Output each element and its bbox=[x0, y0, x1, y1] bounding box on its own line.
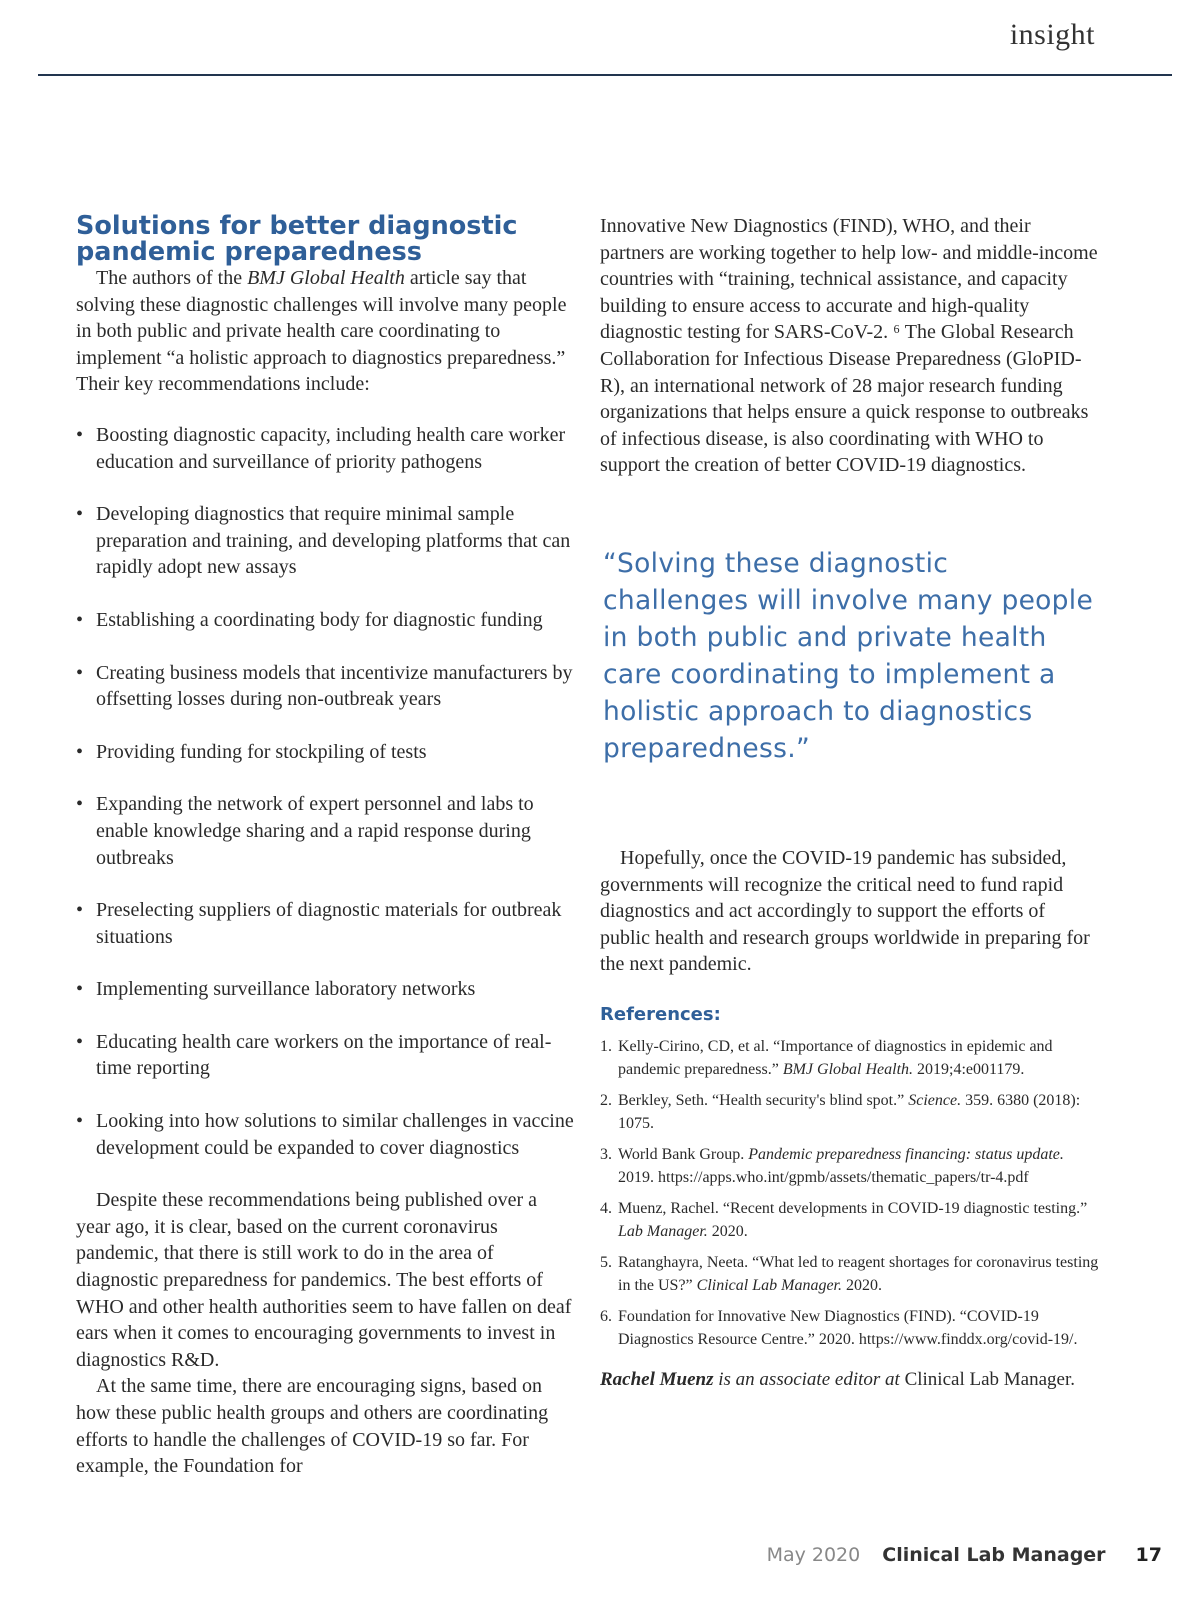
pull-quote: “Solving these diagnostic challenges will involve many people in both public and private health care coordinating to implement a holistic approach to diagnostics preparedness.” bbox=[603, 547, 1094, 764]
references-list bbox=[600, 1035, 1100, 1351]
page-footer bbox=[767, 1544, 1162, 1566]
section-heading-line-2: pandemic preparedness bbox=[76, 237, 422, 267]
section-heading-line-1: Solutions for better diagnostic bbox=[76, 211, 518, 241]
magazine-name: Clinical Lab Manager bbox=[882, 1544, 1106, 1566]
same-time-paragraph: At the same time, there are encouraging signs, based on how these public health groups and others are coordinating efforts to handle the challenges of COVID-19 so far. For example, the Foundation for bbox=[76, 1375, 549, 1478]
list-item: • Expanding the network of expert personnel and labs to enable knowledge sharing and a rapid response during outbreaks bbox=[76, 791, 576, 871]
author-name: Rachel Muenz bbox=[600, 1368, 714, 1390]
right-column bbox=[600, 213, 1100, 1412]
list-item: • Preselecting suppliers of diagnostic materials for outbreak situations bbox=[76, 897, 576, 950]
author-publication: Clinical Lab Manager. bbox=[904, 1368, 1075, 1390]
intro-text-start: The authors of the bbox=[96, 267, 248, 289]
section-heading bbox=[76, 213, 576, 265]
reference-item: 5. Ratanghayra, Neeta. “What led to reagent shortages for coronavirus testing in the US?” Clinical Lab Manager. 2020. bbox=[600, 1253, 1099, 1294]
issue-date: May 2020 bbox=[766, 1544, 861, 1566]
author-role: is an associate editor at bbox=[713, 1368, 905, 1390]
list-item: • Implementing surveillance laboratory networks bbox=[76, 976, 576, 1003]
list-item: • Educating health care workers on the importance of real-time reporting bbox=[76, 1029, 576, 1082]
reference-item: 2. Berkley, Seth. “Health security's blind spot.” Science. 359. 6380 (2018): 1075. bbox=[600, 1091, 1081, 1132]
list-item: • Providing funding for stockpiling of tests bbox=[76, 739, 576, 766]
list-item: • Developing diagnostics that require minimal sample preparation and training, and developing platforms that can rapidly adopt new assays bbox=[76, 501, 576, 581]
list-item: • Looking into how solutions to similar challenges in vaccine development could be expanded to cover diagnostics bbox=[76, 1108, 576, 1161]
continuation-paragraph: Innovative New Diagnostics (FIND), WHO, and their partners are working together to help low- and middle-income countries with “training, technical assistance, and capacity building to ensure access to accurate and high-quality diagnostic testing for SARS-CoV-2. ⁶ The Global Research Collaboration for Infectious Disease Preparedness (GloPID-R), an international network of 28 major research funding organizations that helps ensure a quick response to outbreaks of infectious disease, is also coordinating with WHO to support the creation of better COVID-19 diagnostics. bbox=[600, 215, 1098, 477]
header-rule bbox=[38, 74, 1172, 76]
despite-paragraph: Despite these recommendations being published over a year ago, it is clear, based on the current coronavirus pandemic, that there is still work to do in the area of diagnostic preparedness for pandemics. The best efforts of WHO and other health authorities seem to have fallen on deaf ears when it comes to encouraging governments to invest in diagnostics R&D. bbox=[76, 1189, 572, 1371]
list-item: • Creating business models that incentivize manufacturers by offsetting losses during non-outbreak years bbox=[76, 660, 576, 713]
left-column bbox=[76, 213, 576, 1480]
reference-item: 6. Foundation for Innovative New Diagnostics (FIND). “COVID-19 Diagnostics Resource Centre.” 2020. https://www.finddx.org/covid-19/. bbox=[600, 1307, 1078, 1348]
intro-paragraph bbox=[76, 265, 576, 398]
reference-item: 1. Kelly-Cirino, CD, et al. “Importance of diagnostics in epidemic and pandemic preparedness.” BMJ Global Health. 2019;4:e001179. bbox=[600, 1037, 1053, 1078]
list-item: • Establishing a coordinating body for diagnostic funding bbox=[76, 607, 576, 634]
intro-journal-name: BMJ Global Health bbox=[247, 267, 405, 289]
references-heading: References: bbox=[600, 1003, 721, 1025]
section-label: insight bbox=[1009, 18, 1095, 51]
author-bio bbox=[600, 1367, 1100, 1393]
recommendations-list bbox=[76, 422, 576, 1161]
reference-item: 3. World Bank Group. Pandemic preparedness financing: status update. 2019. https://apps.who.int/gpmb/assets/thematic_papers/tr-4.pdf bbox=[600, 1145, 1064, 1186]
list-item: • Boosting diagnostic capacity, including health care worker education and surveillance of priority pathogens bbox=[76, 422, 576, 475]
page-number: 17 bbox=[1135, 1544, 1162, 1566]
reference-item: 4. Muenz, Rachel. “Recent developments in COVID-19 diagnostic testing.” Lab Manager. 2020. bbox=[600, 1199, 1088, 1240]
closing-paragraph: Hopefully, once the COVID-19 pandemic has subsided, governments will recognize the critical need to fund rapid diagnostics and act accordingly to support the efforts of public health and research groups worldwide in preparing for the next pandemic. bbox=[600, 846, 1090, 976]
intro-text-end: article say that solving these diagnostic challenges will involve many people in both public and private health care coordinating to implement “a holistic approach to diagnostics preparedness.” Their key recommendations include: bbox=[76, 267, 567, 396]
